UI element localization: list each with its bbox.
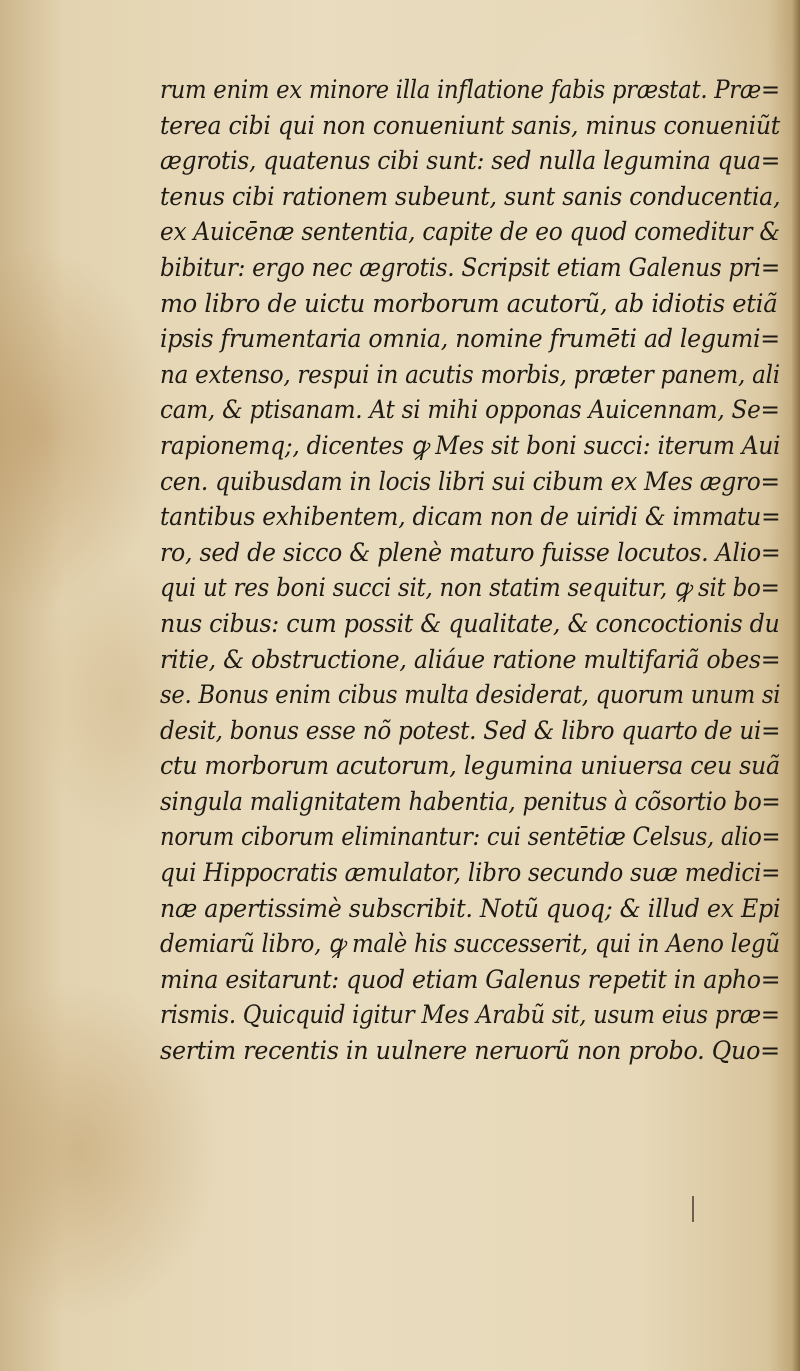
ink-mark [692,1196,694,1222]
text-line: tenus cibi rationem subeunt, sunt sanis conducentia, [160,181,781,211]
text-line: ro, sed de sicco & plenè maturo fuisse locutos. Alio= [160,537,781,567]
text-line: singula malignitatem habentia, penitus à cõsortio bo= [160,786,781,816]
text-line: terea cibi qui non conueniunt sanis, minus conueniũt [160,110,780,140]
text-line: desit, bonus esse nõ potest. Sed & libro quarto de ui= [160,715,781,745]
text-line: ritie, & obstructione, aliáue ratione multifariã obes= [160,644,781,674]
text-line: qui Hippocratis æmulator, libro secundo suæ medici= [160,858,781,888]
text-line: cam, & ptisanam. At si mihi opponas Auicennam, Se= [160,395,780,425]
text-line: ægrotis, quatenus cibi sunt: sed nulla legumina qua= [160,146,781,176]
text-line: na extenso, respui in acutis morbis, præter panem, ali [160,359,780,389]
text-line: rapionemq;, dicentes ꝙ Mes sit boni succi: iterum Aui [160,430,781,460]
text-line: ex Auicēnæ sententia, capite de eo quod comeditur & [160,217,780,247]
text-line: nus cibus: cum possit & qualitate, & concoctionis du [160,608,780,638]
text-line: ctu morborum acutorum, legumina uniuersa ceu suã [160,751,780,781]
text-line: rismis. Quicquid igitur Mes Arabũ sit, usum eius præ= [160,1000,780,1030]
text-line: tantibus exhibentem, dicam non de uiridi & immatu= [160,502,781,532]
text-line: cen. quibusdam in locis libri sui cibum ex Mes ægro= [160,466,780,496]
body-text [160,72,800,1069]
text-line: norum ciborum eliminantur: cui sentētiæ Celsus, alio= [160,822,781,852]
text-line: demiarũ libro, ꝙ malè his successerit, qui in Aeno legũ [160,929,780,959]
text-line: rum enim ex minore illa inflatione fabis præstat. Præ= [160,75,780,104]
text-line: se. Bonus enim cibus multa desiderat, quorum unum si [160,680,781,710]
text-line: sertim recentis in uulnere neruorũ non probo. Quo= [160,1036,780,1066]
text-line: mo libro de uictu morborum acutorũ, ab idiotis etiã [160,288,778,318]
text-line: næ apertissimè subscribit. Notũ quoq; & illud ex Epi [160,893,781,923]
text-line: mina esitarunt: quod etiam Galenus repetit in apho= [160,964,781,994]
text-line: qui ut res boni succi sit, non statim sequitur, ꝙ sit bo= [160,573,780,603]
text-line: ipsis frumentaria omnia, nomine frumēti ad legumi= [160,324,780,354]
text-line: bibitur: ergo nec ægrotis. Scripsit etiam Galenus pri= [160,252,780,282]
